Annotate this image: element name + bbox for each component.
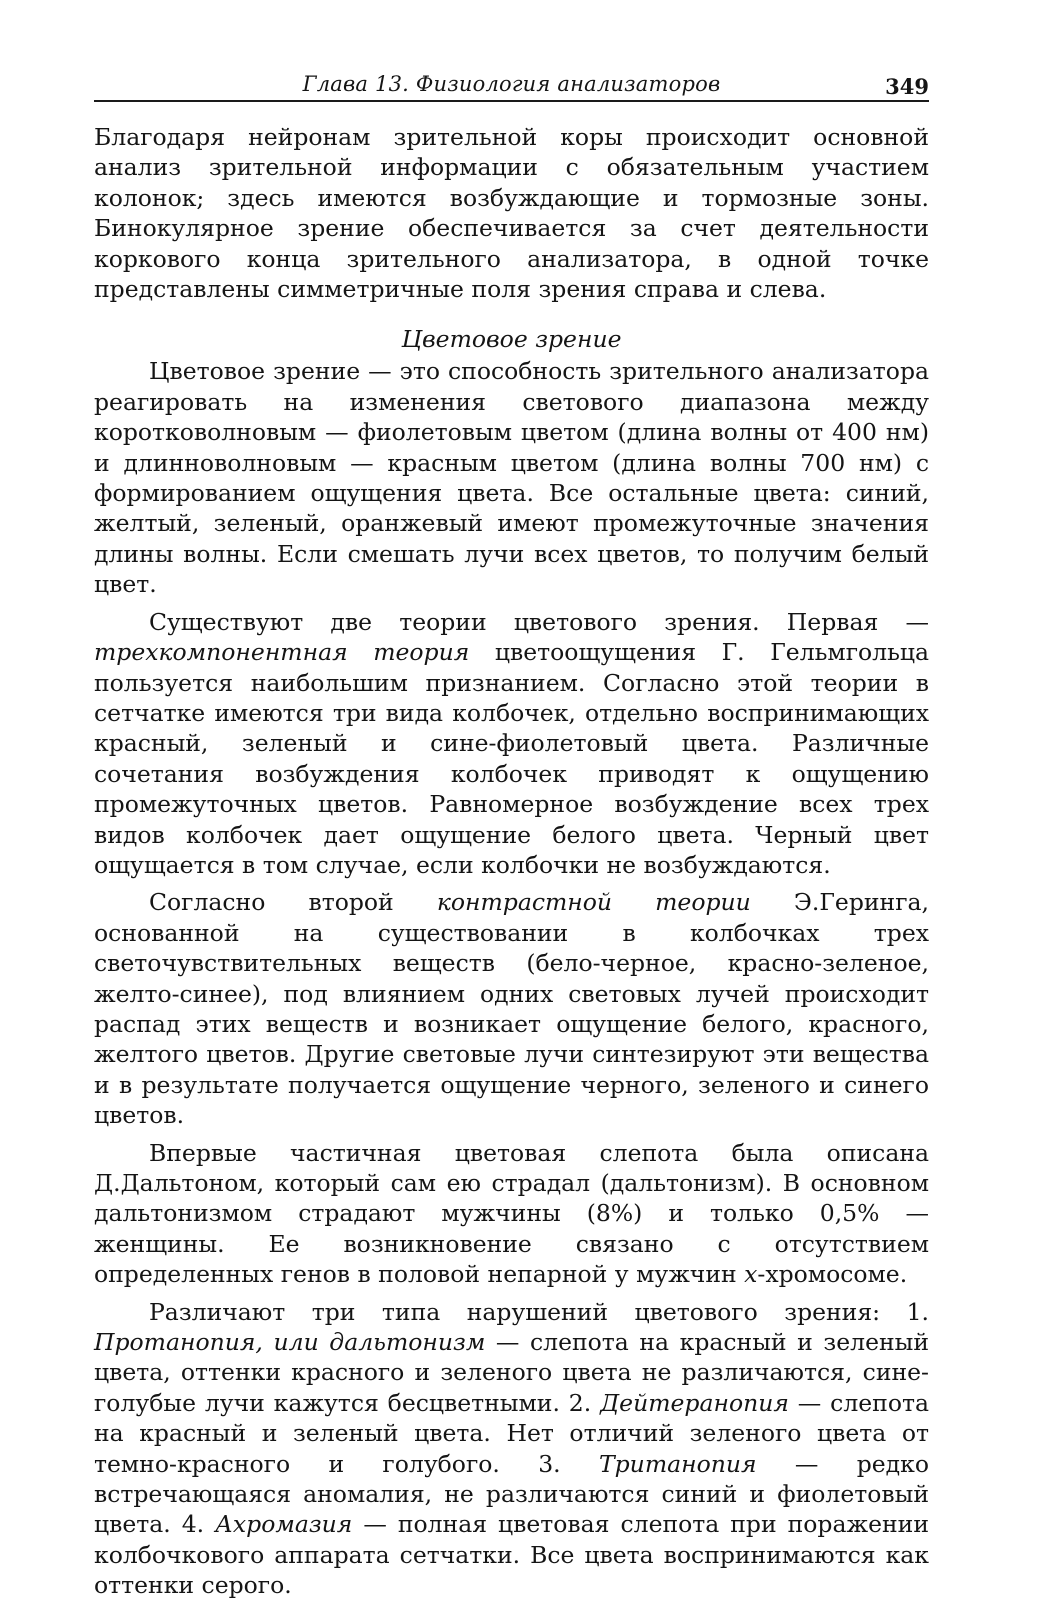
term-contrast-theory: контрастной теории [436, 888, 751, 917]
paragraph-daltonism [94, 1138, 929, 1290]
running-head [94, 66, 929, 102]
text-run: — редко встречающаяся аномалия, не различаются синий и фиолетовый цвета. 4. [94, 1449, 929, 1539]
book-page [94, 66, 929, 1608]
text-run: Впервые частичная цветовая слепота была описана Д.Дальтоном, который сам ею страдал (дальтонизм). В основном дальтонизмом страдают мужчины (8%) и только 0,5% — женщины. Ее возникновение связано с отсутствием определенных генов в половой непарной у мужчин [94, 1138, 929, 1289]
text-run: Различают три типа нарушений цветового зрения: 1. [149, 1297, 929, 1326]
paragraph-binocular-vision: Благодаря нейронам зрительной коры происходит основной анализ зрительной информации с обязательным участием колонок; здесь имеются возбуждающие и тормозные зоны. Бинокулярное зрение обеспечивается за счет деятельности коркового конца зрительного анализатора, в одной точке представлены симметричные поля зрения справа и слева. [94, 123, 929, 304]
text-run: -хромосоме. [757, 1260, 908, 1289]
text-run: Существуют две теории цветового зрения. Первая — [149, 607, 929, 636]
term-x-chromosome: х [744, 1260, 758, 1289]
term-protanopia: Протанопия, или дальтонизм [94, 1328, 486, 1357]
running-title: Глава 13. Физиология анализаторов [302, 72, 721, 96]
text-run: — слепота на красный и зеленый цвета, оттенки красного и зеленого цвета не различаются, сине-голубые лучи кажутся бесцветными. 2. [94, 1328, 930, 1417]
term-achromasia: Ахромазия [215, 1510, 353, 1539]
text-run: цветоощущения Г. Гельмгольца пользуется наибольшим признанием. Согласно этой теории в сетчатке имеются три вида колбочек, отдельно воспринимающих красный, зеленый и сине-фиолетовый цвета. Различные сочетания возбуждения колбочек приводят к ощущению промежуточных цветов. Равномерное возбуждение всех трех видов колбочек дает ощущение белого цвета. Черный цвет ощущается в том случае, если колбочки не возбуждаются. [94, 638, 930, 879]
text-run: — полная цветовая слепота при поражении колбочкового аппарата сетчатки. Все цвета воспринимаются как оттенки серого. [94, 1510, 929, 1600]
page-number: 349 [885, 74, 929, 99]
paragraph-color-vision-definition: Цветовое зрение — это способность зрительного анализатора реагировать на изменения светового диапазона между коротковолновым — фиолетовым цветом (длина волны от 400 нм) и длинноволновым — красным цветом (длина волны 700 нм) с формированием ощущения цвета. Все остальные цвета: синий, желтый, зеленый, оранжевый имеют промежуточные значения длины волны. Если смешать лучи всех цветов, то получим белый цвет. [94, 357, 929, 599]
paragraph-trichromatic-theory [94, 607, 929, 881]
term-tritanopia: Тританопия [598, 1449, 757, 1478]
text-run: — слепота на красный и зеленый цвета. Нет отличий зеленого цвета от темно-красного и голубого. 3. [94, 1388, 929, 1478]
text-run: Согласно второй [149, 888, 437, 917]
section-heading-color-vision: Цветовое зрение [401, 325, 622, 354]
text-run: Э.Геринга, основанной на существовании в колбочках трех светочувствительных веществ (бело-черное, красно-зеленое, желто-синее), под влиянием одних световых лучей происходит распад этих веществ и возникает ощущение белого, красного, желтого цветов. Другие световые лучи синтезируют эти вещества и в результате получается ощущение черного, зеленого и синего цветов. [94, 888, 930, 1130]
term-trichromatic-theory: трехкомпонентная теория [94, 638, 470, 667]
paragraph-color-vision-disorders [94, 1297, 929, 1601]
term-deuteranopia: Дейтеранопия [600, 1388, 789, 1417]
body-text [94, 122, 929, 1601]
paragraph-contrast-theory [94, 887, 929, 1130]
